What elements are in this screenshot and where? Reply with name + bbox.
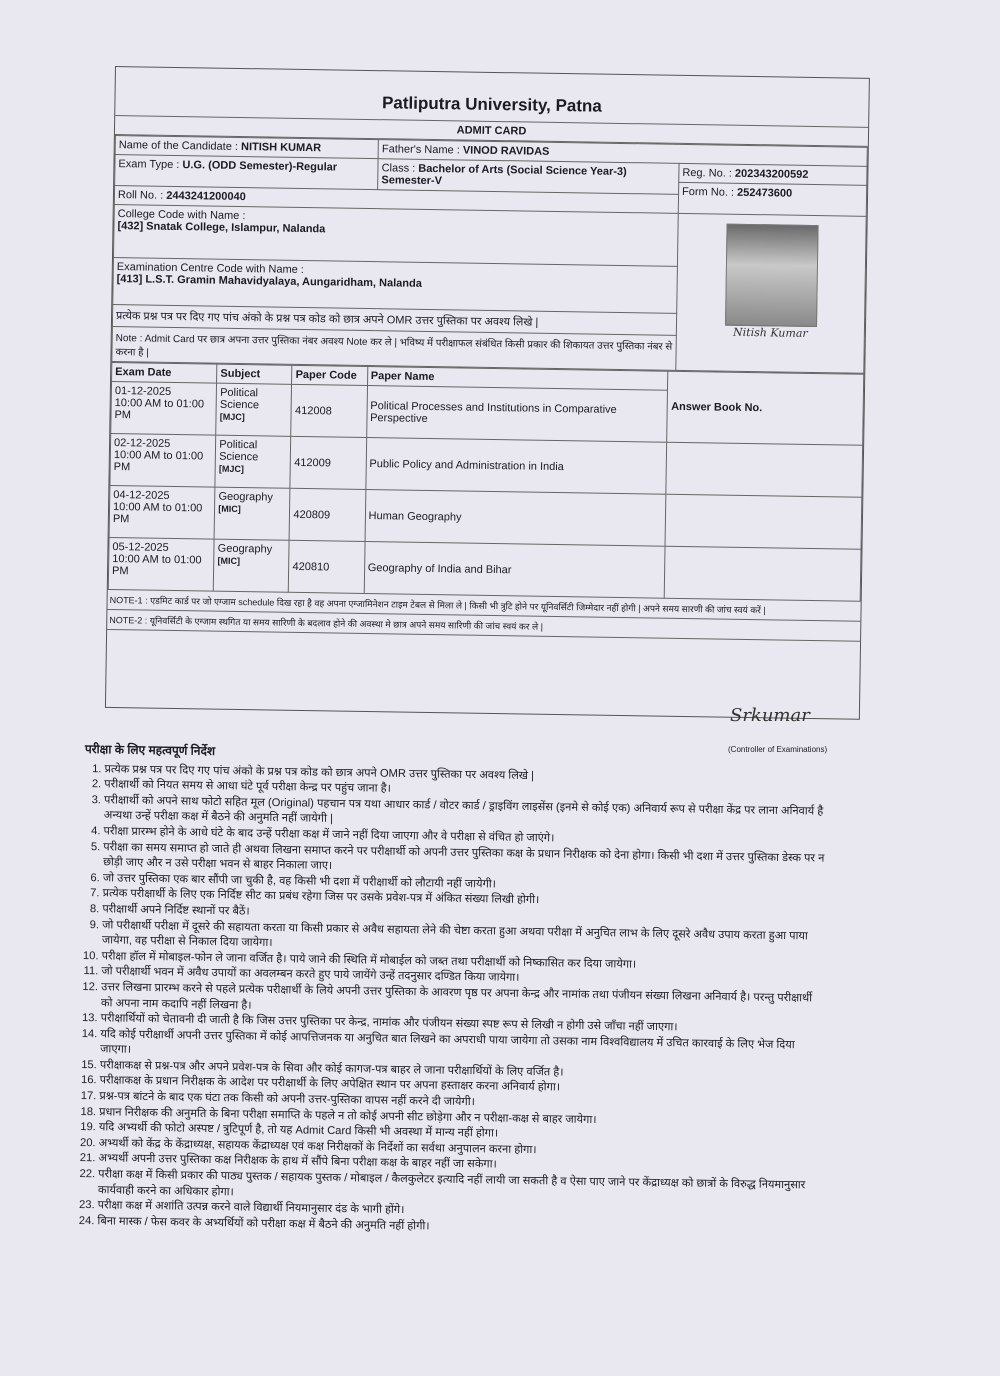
instruction-item: 21. अभ्यर्थी अपनी उत्तर पुस्तिका कक्ष निरीक्षक के हाथ में सौंपे बिना परीक्षा कक्ष के बाहर नहीं जा सकेगा।: [98, 1152, 823, 1179]
exam-date: [108, 537, 214, 591]
header-paper-name: Paper Name: [367, 367, 668, 391]
instruction-item: 24. बिना मास्क / फेस कवर के अभ्यर्थियों को परीक्षा कक्ष में बैठने की अनुमति नहीं होगी।: [97, 1214, 822, 1241]
exam-date: [110, 433, 216, 487]
subject: [214, 487, 290, 540]
exam-date: [111, 381, 217, 435]
paper-code: 412009: [290, 436, 366, 489]
date: 02-12-2025: [113, 437, 171, 450]
label: Examination Centre Code with Name :: [116, 261, 305, 276]
subject-type: [MJC]: [219, 411, 245, 423]
instruction-item: 7. प्रत्येक परीक्षार्थी के लिए एक निर्दिष्ट सीट का प्रबंध रहेगा जिस पर उसके प्रवेश-पत्र में अंकित संख्या लिखी होगी।: [102, 887, 827, 914]
subject-type: [MIC]: [218, 503, 241, 515]
answer-book-no[interactable]: [665, 494, 861, 549]
admit-card: [105, 66, 870, 720]
subject-type: [MJC]: [218, 463, 245, 475]
instruction-item: 13. परीक्षार्थियों को चेतावनी दी जाती है कि जिस उत्तर पुस्तिका पर केन्द्र, नामांक और पंजीयन संख्या स्पष्ट रूप से लिखी न होगी उसे जाँचा नहीं जाएगा।: [101, 1011, 826, 1038]
subject-name: Political Science: [219, 438, 259, 464]
subject-type: [MIC]: [217, 555, 241, 567]
instruction-item: 16. परीक्षाकक्ष के प्रधान निरीक्षक के आदेश पर परीक्षार्थी के लिए अपेक्षित स्थान पर अपना हस्ताक्षर करना अनिवार्य होगा।: [100, 1074, 825, 1101]
instruction-item: 23. परीक्षा कक्ष में अशांति उत्पन्न करने वाले विद्यार्थी नियमानुसार दंड के भागी होंगे।: [98, 1198, 823, 1225]
header-exam-date: Exam Date: [112, 362, 218, 383]
note-2: NOTE-2 : यूनिवर्सिटी के एग्जाम स्थगित या समय सारिणी के बदलाव होने की अवस्था मे छात्र अपने समय सारिणी की जांच स्वयं कर ले |: [107, 610, 860, 642]
time: 10:00 AM to 01:00 PM: [112, 501, 203, 526]
label: Form No. :: [681, 185, 735, 199]
note-1: NOTE-1 : एडमिट कार्ड पर जो एग्जाम schedule दिख रहा है वह अपना एग्जामिनेशन टाइम टेबल से मिला ले | किसी भी त्रुटि होने पर यूनिवर्सिटी जिम्मेदार नहीं होगी | अपने समय सारणी की जांच स्वयं करें |: [107, 590, 860, 622]
instruction-item: 5. परीक्षा का समय समाप्त हो जाते ही अथवा लिखना समाप्त करने पर परीक्षार्थी को अपनी उत्तर पुस्तिका कक्ष के प्रधान निरीक्षक को देना होगा। किसी भी दशा में उत्तर पुस्तिका डेस्क पर न छोड़ी जाए और न उसे परीक्षा भवन से बाहर निकाला जाए।: [103, 840, 828, 883]
admit-note: Note : Admit Card पर छात्र अपना उत्तर पुस्तिका नंबर अवश्य Note कर ले | भविष्य में परीक्षाफल संबंधित किसी प्रकार की शिकायत उत्तर पुस्तिका नंबर से करना है |: [112, 326, 676, 370]
subject: [214, 539, 290, 592]
value: 252473600: [737, 186, 793, 200]
instruction-item: 6. जो उत्तर पुस्तिका एक बार सौंपी जा चुकी है, वह किसी भी दशा में परीक्षार्थी को लौटायी नहीं जायेगी।: [103, 871, 828, 898]
omr-note: प्रत्येक प्रश्न पत्र पर दिए गए पांच अंको के प्रश्न पत्र कोड को छात्र अपने OMR उत्तर पुस्तिका पर अवश्य लिखे |: [112, 304, 676, 335]
instruction-item: 2. परीक्षार्थी को नियत समय से आधा घंटे पूर्व परीक्षा केन्द्र पर पहुंच जाना है।: [104, 777, 829, 804]
instruction-item: 4. परीक्षा प्रारम्भ होने के आधे घंटे के बाद उन्हें परीक्षा कक्ष में जाने नहीं दिया जाएगा और वे परीक्षा से वंचित हो जाएंगे।: [103, 824, 828, 851]
date: 05-12-2025: [112, 541, 169, 554]
exam-schedule-table: [108, 362, 864, 602]
paper-code: 420809: [290, 488, 366, 541]
header-answer-book-no: Answer Book No.: [667, 371, 864, 445]
instruction-item: 10. परीक्षा हॉल में मोबाइल-फोन ले जाना वर्जित है। पाये जाने की स्थिति में मोबाईल को जब्त तथा परीक्षार्थी को निष्कासित कर दिया जायेगा।: [102, 949, 827, 976]
label: Name of the Candidate :: [118, 139, 239, 153]
value: [413] L.S.T. Gramin Mahavidyalaya, Aungaridham, Nalanda: [116, 273, 422, 290]
photo-cell: [676, 213, 866, 373]
instructions-section: [77, 742, 830, 1241]
header-subject: Subject: [217, 364, 292, 384]
value: [432] Snatak College, Islampur, Nalanda: [117, 220, 326, 236]
label: Father's Name :: [381, 143, 460, 157]
subject-name: Political Science: [219, 386, 260, 412]
instruction-item: 14. यदि कोई परीक्षार्थी अपनी उत्तर पुस्तिका में कोई आपत्तिजनक या अनुचित बात लिखने का अपराधी पाया जायेगा तो उसका नाम विश्वविद्यालय में उचित कारवाई के लिए भेज दिया जाएगा।: [100, 1027, 825, 1070]
university-name: Patliputra University, Patna: [115, 67, 869, 128]
instruction-item: 19. यदि अभ्यर्थी की फोटो अस्पष्ट / त्रुटिपूर्ण है, तो यह Admit Card किसी भी अवस्था में मान्य नहीं होगा।: [99, 1121, 824, 1148]
instruction-item: 1. प्रत्येक प्रश्न पत्र पर दिए गए पांच अंको के प्रश्न पत्र कोड को छात्र अपने OMR उत्तर पुस्तिका पर अवश्य लिखे |: [104, 762, 829, 789]
paper-name: Political Processes and Institutions in Comparative Perspective: [366, 386, 668, 443]
subject: [216, 383, 292, 436]
label: Roll No. :: [117, 189, 164, 202]
controller-signature: Srkumar: [730, 705, 810, 726]
date: 01-12-2025: [114, 385, 172, 398]
date: 04-12-2025: [113, 489, 170, 502]
class: [378, 159, 679, 195]
label: Class :: [381, 162, 416, 175]
paper-name: Geography of India and Bihar: [364, 541, 666, 598]
instruction-item: 17. प्रश्न-पत्र बांटने के बाद एक घंटा तक किसी को अपनी उत्तर-पुस्तिका वापस नहीं करने दी जायेगी।: [99, 1089, 824, 1116]
candidate-photo: [724, 224, 818, 327]
value: VINOD RAVIDAS: [462, 144, 550, 158]
instructions-list: [77, 762, 829, 1241]
value: 202343200592: [734, 167, 809, 181]
time: 10:00 AM to 01:00 PM: [111, 553, 202, 578]
instruction-item: 9. जो परीक्षार्थी परीक्षा में दूसरे की सहायता करता या किसी प्रकार से अवैध सहायता लेने की चेष्टा करता हुआ अथवा परीक्षा में अनुचित लाभ के लिए दूसरे अवैध उपाय करता हुआ पाया जायेगा, वह परीक्षा से निकाल दिया जायेगा।: [102, 918, 827, 961]
college: [113, 205, 678, 267]
document-title: ADMIT CARD: [115, 116, 868, 147]
paper-name: Public Policy and Administration in India: [366, 437, 668, 494]
instruction-item: 18. प्रधान निरीक्षक की अनुमति के बिना परीक्षा समाप्ति के पहले न तो कोई अपनी सीट छोड़ेगा और न परीक्षा-कक्ष से बाहर जायेगा।: [99, 1105, 824, 1132]
value: U.G. (ODD Semester)-Regular: [182, 159, 338, 174]
subject-name: Geography: [217, 542, 273, 556]
controller-label: (Controller of Examinations): [728, 745, 828, 754]
instruction-item: 3. परीक्षार्थी को अपने साथ फोटो सहित मूल (Original) पहचान पत्र यथा आधार कार्ड / वोटर कार्ड / ड्राइविंग लाइसेंस (इनमे से कोई एक) अनिवार्य रूप से परीक्षा केंद्र पर लाना अनिवार्य है अन्यथा उन्हें परीक्षा कक्ष में बैठने की अनुमति नहीं जायेगी |: [104, 793, 829, 836]
time: 10:00 AM to 01:00 PM: [113, 449, 204, 474]
instruction-item: 8. परीक्षार्थी अपने निर्दिष्ट स्थानों पर बैठें।: [102, 902, 827, 929]
label: College Code with Name :: [117, 208, 246, 223]
value: NITISH KUMAR: [240, 140, 322, 155]
paper-code: 412008: [291, 384, 367, 437]
instructions-title: परीक्षा के लिए महत्वपूर्ण निर्देश: [84, 742, 216, 759]
label: Exam Type :: [118, 158, 180, 172]
value: 2443241200040: [166, 189, 246, 204]
form-no: [678, 182, 866, 216]
subject-name: Geography: [218, 490, 274, 504]
subject: [215, 435, 291, 488]
paper-name: Human Geography: [365, 489, 667, 546]
instruction-item: 22. परीक्षा कक्ष में किसी प्रकार की पाठ्य पुस्तक / सहायक पुस्तक / मोबाइल / कैलकुलेटर इत्यादि नहीं लायी जा सकती है व ऐसा पाए जाने पर केंद्राध्यक्ष को छात्रों के विरुद्ध नियमानुसार कार्यवाही करने का अधिकार होगा।: [98, 1167, 823, 1210]
instruction-item: 20. अभ्यर्थी को केंद्र के केंद्राध्यक्ष, सहायक केंद्राध्यक्ष एवं कक्ष निरीक्षकों के निर्देशों का सर्वथा अनुपालन करना होगा।: [99, 1136, 824, 1163]
answer-book-no[interactable]: [666, 442, 862, 497]
instruction-item: 15. परीक्षाकक्ष से प्रश्न-पत्र और अपने प्रवेश-पत्र के सिवा और कोई कागज-पत्र बाहर ले जाना परीक्षार्थियों के लिए वर्जित है।: [100, 1058, 825, 1085]
instruction-item: 12. उत्तर लिखना प्रारम्भ करने से पहले प्रत्येक परीक्षार्थी के लिये अपनी उत्तर पुस्तिका के आवरण पृष्ठ पर अपना केन्द्र और नामांक तथा पंजीयन संख्या लिखना अनिवार्य है। परन्तु परीक्षार्थी को अपना नाम कदापि नहीं लिखना है।: [101, 980, 826, 1023]
value: Bachelor of Arts (Social Science Year-3) Semester-V: [381, 162, 627, 188]
paper-code: 420810: [289, 540, 365, 593]
answer-book-no[interactable]: [665, 546, 861, 601]
time: 10:00 AM to 01:00 PM: [114, 397, 205, 422]
candidate-details: [111, 135, 867, 374]
exam-type: [115, 155, 379, 190]
instruction-item: 11. जो परीक्षार्थी भवन में अवैध उपायों का अवलम्बन करते हुए पाये जायेंगे उन्हें तदनुसार दण्डित किया जायेगा।: [101, 965, 826, 992]
exam-date: [109, 485, 215, 539]
header-paper-code: Paper Code: [292, 365, 367, 385]
candidate-signature: Nitish Kumar: [732, 325, 808, 340]
label: Reg. No. :: [682, 166, 733, 180]
